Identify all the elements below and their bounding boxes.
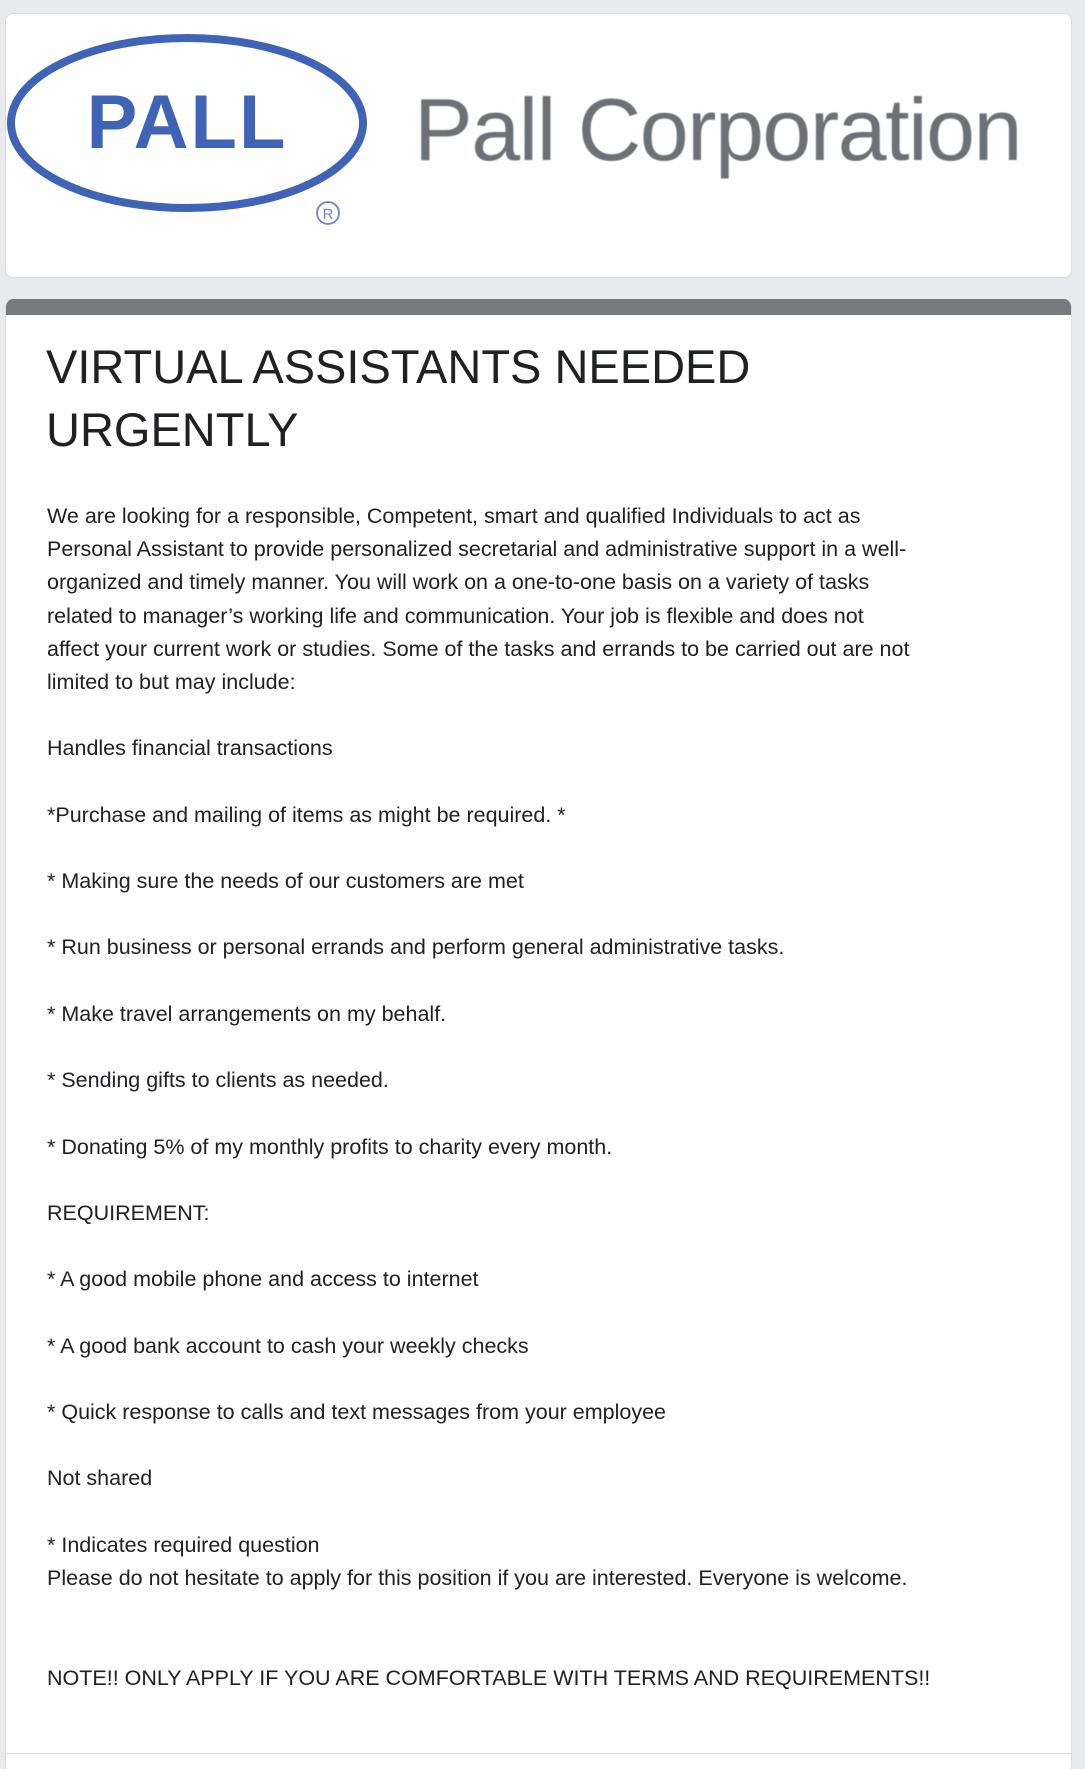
intro-line: affect your current work or studies. Some of the tasks and errands to be carried out are not [47, 636, 910, 661]
svg-text:R: R [322, 206, 334, 223]
requirement-item: * A good bank account to cash your weekly checks [47, 1333, 529, 1358]
header-banner [5, 13, 1072, 278]
required-question-note: * Indicates required question [47, 1532, 320, 1557]
company-name: Pall Corporation [414, 80, 1021, 179]
task-item: * Donating 5% of my monthly profits to charity every month. [47, 1134, 613, 1159]
intro-line: We are looking for a responsible, Competent, smart and qualified Individuals to act as [47, 504, 861, 528]
task-item: * Sending gifts to clients as needed. [47, 1068, 389, 1093]
intro-line: Personal Assistant to provide personalized secretarial and administrative support in a well- [47, 537, 907, 562]
task-item: * Make travel arrangements on my behalf. [47, 1001, 447, 1026]
intro-line: related to manager’s working life and communication. Your job is flexible and does not [47, 603, 864, 628]
accent-bar [5, 299, 1072, 315]
requirement-item: * Quick response to calls and text messages from your employee [47, 1400, 667, 1425]
form-header-card [5, 299, 1072, 1769]
form-description [47, 500, 1037, 1695]
form-title: VIRTUAL ASSISTANTS NEEDED URGENTLY [46, 340, 751, 456]
intro-line: limited to but may include: [47, 669, 296, 694]
pall-logo-icon [6, 14, 386, 278]
task-item: * Run business or personal errands and perform general administrative tasks. [47, 935, 785, 960]
logo-mark-text: PALL [86, 80, 288, 165]
requirements-heading: REQUIREMENT: [47, 1200, 210, 1225]
intro-line: organized and timely manner. You will work on a one-to-one basis on a variety of tasks [47, 570, 870, 595]
terms-note: NOTE!! ONLY APPLY IF YOU ARE COMFORTABLE WITH TERMS AND REQUIREMENTS!! [47, 1665, 931, 1690]
task-item: *Purchase and mailing of items as might be required. * [47, 802, 566, 827]
divider [6, 1753, 1071, 1754]
task-item: * Making sure the needs of our customers are met [47, 869, 524, 894]
task-item: Handles financial transactions [47, 736, 333, 761]
closing-line: Please do not hesitate to apply for this position if you are interested. Everyone is welcome. [47, 1566, 908, 1590]
email-share-status: Not shared [47, 1466, 153, 1491]
requirement-item: * A good mobile phone and access to internet [47, 1267, 479, 1292]
